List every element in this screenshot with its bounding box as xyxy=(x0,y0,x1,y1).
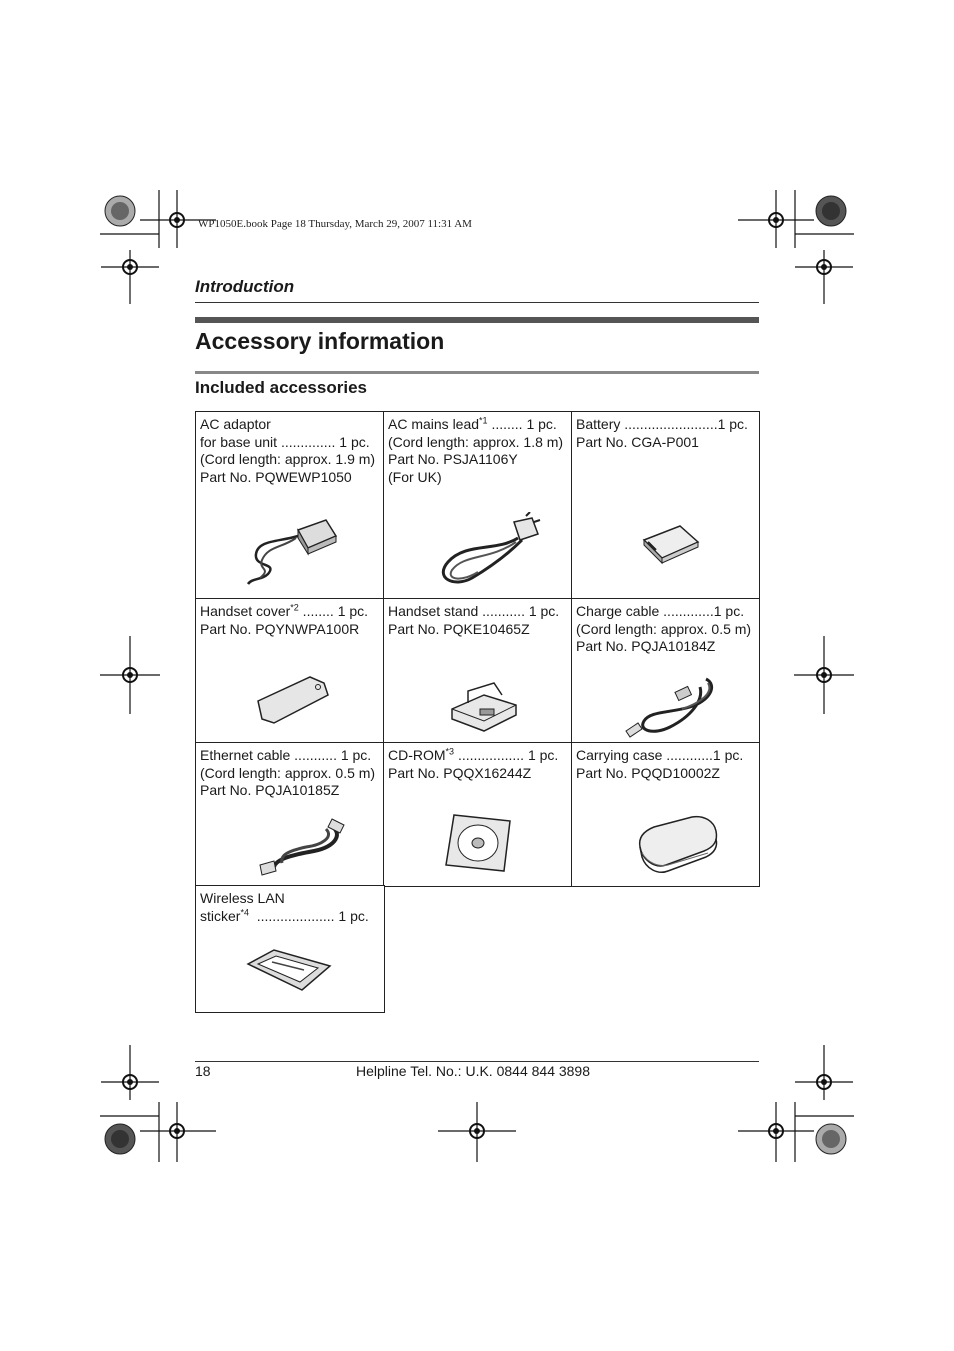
wlan-sticker-icon xyxy=(244,946,334,999)
accessory-description xyxy=(388,747,558,782)
accessory-line: Handset stand ........... 1 pc. xyxy=(388,603,560,619)
accessory-line: Part No. PQQX16244Z xyxy=(388,764,532,781)
accessory-name: AC mains lead xyxy=(388,416,480,432)
accessory-line: (For UK) xyxy=(388,468,442,485)
accessory-line: Ethernet cable ........... 1 pc. xyxy=(200,747,372,763)
battery-icon xyxy=(636,520,706,570)
charge-cable-icon xyxy=(620,671,720,746)
accessory-quantity: ........ 1 pc. xyxy=(487,416,557,432)
ethernet-cable-icon xyxy=(252,815,352,885)
accessory-cell xyxy=(383,411,573,600)
accessory-name: Handset cover xyxy=(200,603,291,619)
accessory-description xyxy=(576,416,748,451)
ac-adaptor-icon xyxy=(238,512,348,592)
accessory-line: Battery ........................1 pc. xyxy=(576,416,748,432)
print-header: WP1050E.book Page 18 Thursday, March 29, 2007 11:31 AM xyxy=(198,218,472,230)
accessory-cell xyxy=(195,742,385,887)
accessory-line: AC adaptor xyxy=(200,416,271,432)
accessory-line: (Cord length: approx. 0.5 m) xyxy=(200,764,376,781)
accessory-line: (Cord length: approx. 1.8 m) xyxy=(388,433,564,450)
footnote-mark: *1 xyxy=(479,415,488,426)
accessory-line: Part No. CGA-P001 xyxy=(576,433,699,450)
footer-rule xyxy=(195,1061,759,1062)
accessory-quantity: ........ 1 pc. xyxy=(298,603,369,619)
footnote-mark: *3 xyxy=(445,746,455,757)
carrying-case-icon xyxy=(634,813,724,883)
accessory-cell xyxy=(195,598,385,744)
accessory-line: (Cord length: approx. 0.5 m) xyxy=(576,620,752,637)
accessory-name: CD-ROM xyxy=(388,747,446,763)
accessory-description xyxy=(200,890,369,925)
title-rule xyxy=(195,317,759,323)
accessory-line: Part No. PQKE10465Z xyxy=(388,620,530,637)
accessory-cell xyxy=(571,411,760,600)
accessory-line: Part No. PSJA1106Y xyxy=(388,451,518,468)
subtitle: Included accessories xyxy=(195,378,367,397)
accessory-cell xyxy=(383,598,573,744)
accessory-description xyxy=(576,603,751,656)
accessory-quantity: .................... 1 pc. xyxy=(248,907,369,924)
accessory-description xyxy=(388,603,559,638)
accessory-line: Part No. PQWEWP1050 xyxy=(200,468,352,485)
accessory-line: Part No. PQYNWPA100R xyxy=(200,620,360,637)
page-title: Accessory information xyxy=(195,328,445,354)
accessory-line: Carrying case ............1 pc. xyxy=(576,747,744,763)
page-number: 18 xyxy=(195,1063,211,1079)
accessory-line: Part No. PQQD10002Z xyxy=(576,764,720,781)
footnote-mark: *4 xyxy=(240,906,249,917)
subtitle-rule xyxy=(195,371,759,374)
accessory-description xyxy=(200,747,375,800)
accessory-line: (Cord length: approx. 1.9 m) xyxy=(200,451,376,468)
accessory-description xyxy=(200,416,375,486)
section-heading: Introduction xyxy=(195,277,295,296)
accessory-cell xyxy=(195,885,385,1013)
mains-lead-icon xyxy=(426,512,546,597)
handset-stand-icon xyxy=(444,679,524,744)
accessory-cell xyxy=(195,411,385,600)
accessory-cell xyxy=(571,742,760,887)
cd-rom-icon xyxy=(444,811,514,878)
accessory-line: Wireless LAN xyxy=(200,890,285,906)
accessory-line: for base unit .............. 1 pc. xyxy=(200,433,370,450)
accessory-description xyxy=(576,747,743,782)
accessory-description xyxy=(200,603,368,638)
handset-cover-icon xyxy=(254,673,334,733)
accessory-line: Part No. PQJA10185Z xyxy=(200,782,340,799)
accessory-cell xyxy=(383,742,573,887)
footnote-mark: *2 xyxy=(290,602,299,613)
accessory-description xyxy=(388,416,563,486)
header-rule xyxy=(195,302,759,303)
accessory-cell xyxy=(571,598,760,744)
helpline-text: Helpline Tel. No.: U.K. 0844 844 3898 xyxy=(356,1063,591,1079)
accessory-line: Part No. PQJA10184Z xyxy=(576,638,716,655)
accessory-quantity: ................. 1 pc. xyxy=(454,747,559,763)
accessory-line: Charge cable .............1 pc. xyxy=(576,603,745,619)
accessory-name: sticker xyxy=(200,907,241,924)
